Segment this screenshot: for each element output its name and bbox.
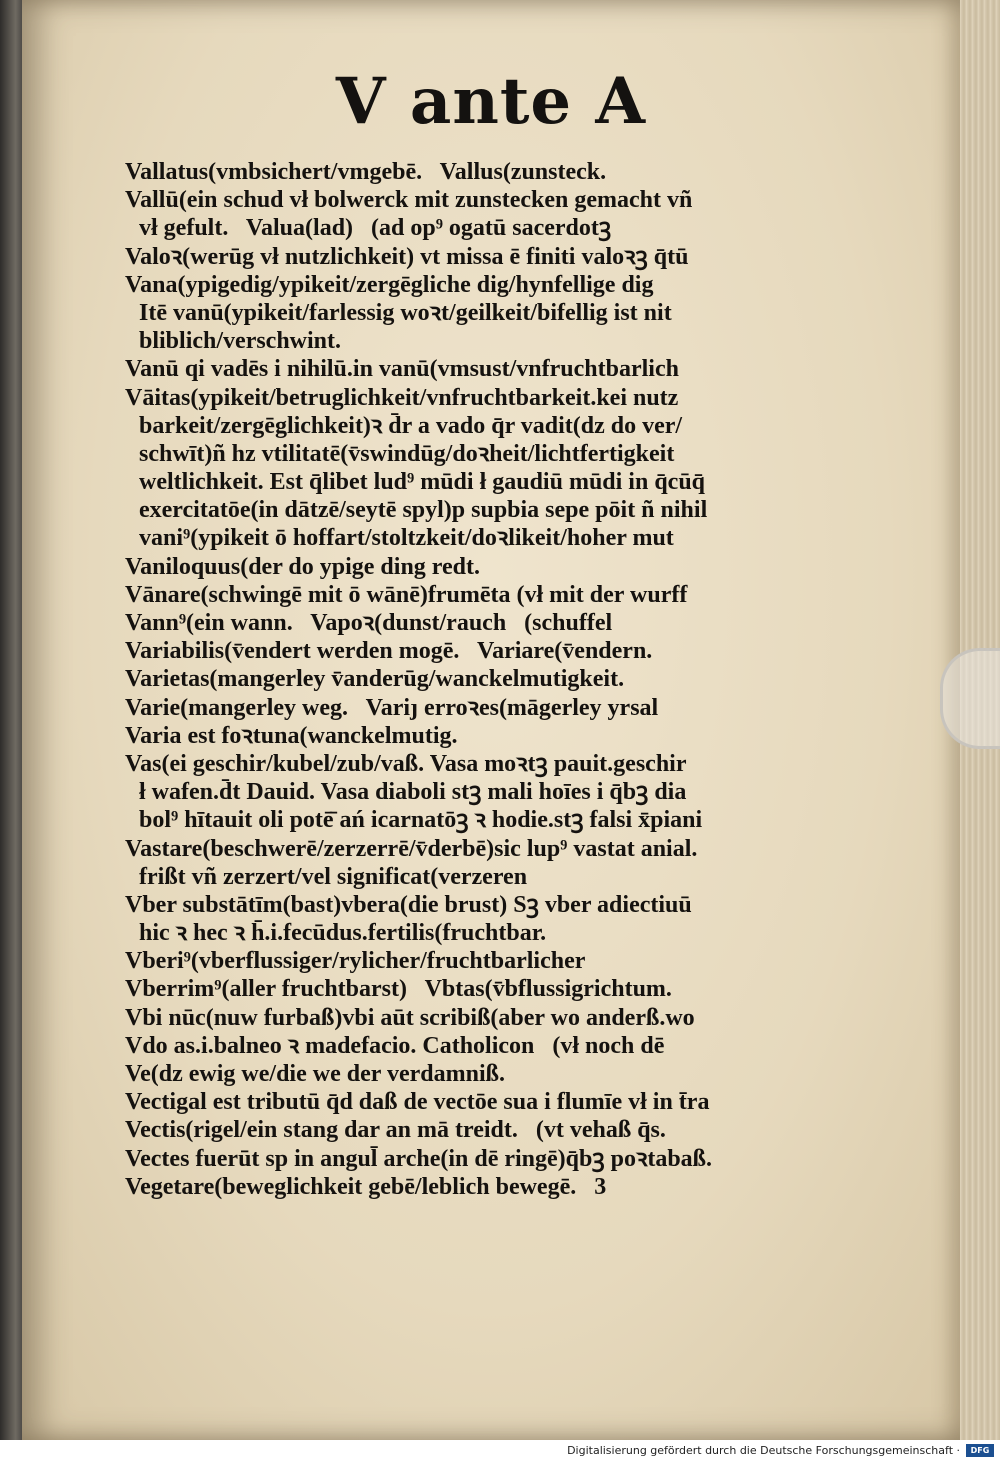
text-line: Vallū(ein schud vł bolwerck mit zunstecken gemacht vñ <box>125 187 693 214</box>
text-line: Vānare(schwingē mit ō wānē)frumēta (vł mit der wurff <box>125 581 688 608</box>
text-line: vł gefult. Valua(lad) (ad op⁹ ogatū sacerdotꝫ <box>139 215 612 242</box>
text-line: Variabilis(v̄endert werden mogē. Variare(v̄endern. <box>125 638 653 665</box>
text-line: barkeit/zergēglichkeit)ꝛ d̄r a vado q̄r vadit(dz do ver/ <box>139 412 683 439</box>
text-line: bliblich/verschwint. <box>139 328 342 355</box>
text-line: exercitatōe(in dātzē/seytē spyl)p supbia sepe pōit ñ nihil <box>139 497 708 524</box>
text-line: Varietas(mangerley v̄anderūg/wanckelmutigkeit. <box>125 666 625 693</box>
dfg-logo: DFG <box>966 1444 994 1457</box>
page-clip <box>940 648 1000 749</box>
text-line: Vdo as.i.balneo ꝛ madefacio. Catholicon (vł noch dē <box>125 1032 665 1059</box>
digitization-footer <box>0 1440 1000 1462</box>
text-line: Vberrim⁹(aller fruchtbarst) Vbtas(v̄bflussigrichtum. <box>125 976 672 1003</box>
text-line: Itē vanū(ypikeit/farlessig woꝛt/geilkeit/bifellig ist nit <box>139 299 672 326</box>
text-line: Vanū qi vadēs i nihilū.in vanū(vmsust/vnfruchtbarlich <box>125 356 679 383</box>
text-line: frißt vñ zerzert/vel significat(verzeren <box>139 863 528 890</box>
text-line: Vaniloquus(der do ypige ding redt. <box>125 553 480 580</box>
page-header: V ante A <box>335 64 647 139</box>
text-line: hic ꝛ hec ꝛ h̄.i.fecūdus.fertilis(fruchtbar. <box>139 920 547 947</box>
footer-credit: Digitalisierung gefördert durch die Deutsche Forschungsgemeinschaft · <box>567 1444 960 1457</box>
text-line: Vbi nūc(nuw furbaß)vbi aūt scribiß(aber wo anderß.wo <box>125 1004 695 1031</box>
text-line: Vāitas(ypikeit/betruglichkeit/vnfruchtbarkeit.kei nutz <box>125 384 679 411</box>
text-line: Vber substātīm(bast)vbera(die brust) Sꝫ vber adiectiuū <box>125 891 692 918</box>
text-line: Vegetare(beweglichkeit gebē/leblich bewegē. 3 <box>125 1173 607 1200</box>
text-line: Varie(mangerley weg. Variȷ erroꝛes(māgerley yrsal <box>125 694 659 721</box>
text-line: Valoꝛ(werūg vł nutzlichkeit) vt missa ē finiti valoꝛꝫ q̄tū <box>125 243 689 270</box>
text-line: Vectis(rigel/ein stang dar an mā treidt. (vt vehaß q̄s. <box>125 1117 666 1144</box>
text-line: Vas(ei geschir/kubel/zub/vaß. Vasa moꝛtꝫ pauit.geschir <box>125 750 687 777</box>
text-line: weltlichkeit. Est q̄libet lud⁹ mūdi ł gaudiū mūdi in q̄cūq̄ <box>139 469 706 496</box>
text-line: schwīt)ñ hz vtilitatē(v̄swindūg/doꝛheit/lichtfertigkeit <box>139 440 675 467</box>
text-line: Vallatus(vmbsichert/vmgebē. Vallus(zunsteck. <box>125 159 607 185</box>
text-line: Vberi⁹(vberflussiger/rylicher/fruchtbarlicher <box>125 948 586 975</box>
text-line: ł wafen.d̄t Dauid. Vasa diaboli stꝫ mali hoīes i q̄bꝫ dia <box>139 779 687 806</box>
text-line: Vectigal est tributū q̄d daß de vectōe sua i flumīe vł in t̄ra <box>125 1089 710 1116</box>
text-line: Vastare(beschwerē/zerzerrē/v̄derbē)sic lup⁹ vastat anial. <box>125 835 698 862</box>
text-line: bol⁹ hītauit oli potē̄ ań icarnatōꝫ ꝛ hodie.stꝫ falsi x̄piani <box>139 807 703 834</box>
dictionary-text <box>125 158 825 1201</box>
text-line: vani⁹(ypikeit ō hoffart/stoltzkeit/doꝛlikeit/hoher mut <box>139 525 674 552</box>
book-page <box>22 0 960 1440</box>
text-line: Ve(dz ewig we/die we der verdamniß. <box>125 1061 505 1087</box>
text-line: Vectes fuerūt sp in angul̄ arche(in dē ringē)q̄bꝫ poꝛtabaß. <box>125 1145 713 1172</box>
text-line: Varia est foꝛtuna(wanckelmutig. <box>125 722 458 749</box>
text-line: Vann⁹(ein wann. Vapoꝛ(dunst/rauch (schuffel <box>125 610 613 636</box>
text-line: Vana(ypigedig/ypikeit/zergēgliche dig/hynfellige dig <box>125 271 654 298</box>
